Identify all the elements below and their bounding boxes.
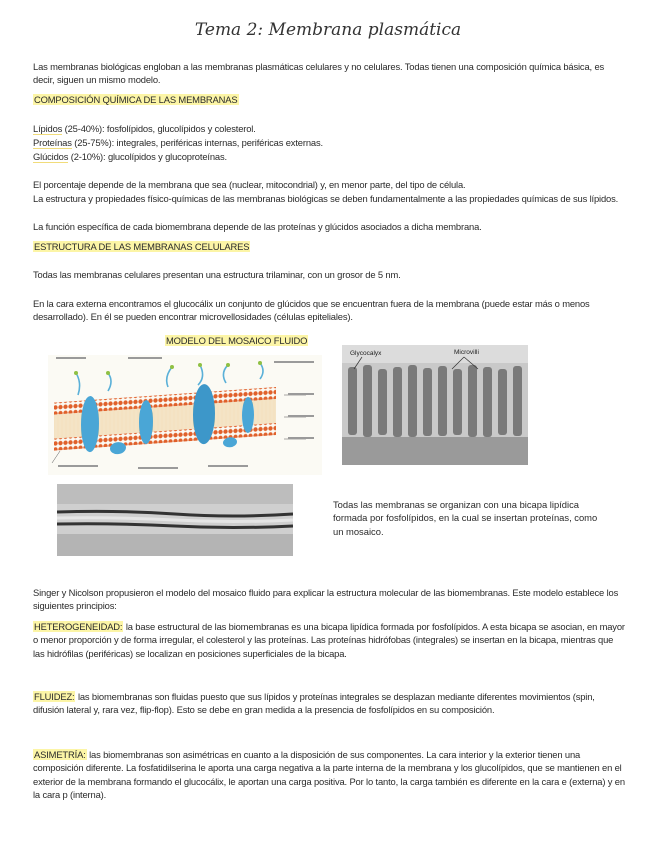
proteinas-line: [33, 136, 625, 149]
lipidos-text: (25-40%): fosfolípidos, glucolípidos y colesterol.: [62, 123, 256, 134]
glucidos-text: (2-10%): glucolípidos y glucoproteínas.: [68, 151, 227, 162]
heterogeneidad-paragraph: [33, 620, 625, 660]
section-heading-estructura: [33, 240, 625, 253]
fluid-mosaic-diagram: [48, 355, 322, 475]
proteinas-text: (25-75%): integrales, periféricas internas, periféricas externas.: [71, 137, 323, 148]
heterogeneidad-text: la base estructural de las biomembranas es una bicapa lipídica formada por fosfolípidos. A esta bicapa se asocian, en mayor o menor proporción y de forma irregular, el colesterol y las proteínas. Las proteínas hidrófobas (integrales) se insertan en la bicapa, mientras que las hidrófilas (periféricas) se localizan en posiciones superficiales de la bicapa.: [33, 621, 625, 659]
heading-text: ESTRUCTURA DE LAS MEMBRANAS CELULARES: [34, 241, 250, 252]
microvilli-micrograph: [342, 345, 528, 465]
fluid-mosaic-svg: [48, 355, 322, 475]
fluidez-text: las biomembranas son fluidas puesto que sus lípidos y proteínas integrales se desplazan mediante diferentes movimientos (spin, difusión lateral y, rara vez, flip-flop). Esto se debe en gran medida a la presencia de fosfolípidos en su composición.: [33, 691, 595, 716]
funcion-paragraph: La función específica de cada biomembrana depende de las proteínas y glúcidos asociados a dicha membrana.: [33, 221, 482, 232]
glycocalyx-label: Glycocalyx: [350, 350, 382, 357]
estructura-paragraph: La estructura y propiedades físico-químicas de las membranas biológicas se deben fundamentalmente a las propiedades químicas de sus lípidos.: [33, 193, 619, 204]
trilaminar-paragraph: Todas las membranas celulares presentan una estructura trilaminar, con un grosor de 5 nm.: [33, 269, 401, 280]
singer-paragraph: Singer y Nicolson propusieron el modelo del mosaico fluido para explicar la estructura molecular de las biomembranas. Este modelo establece los siguientes principios:: [33, 587, 619, 612]
glucidos-term: Glúcidos: [33, 151, 69, 162]
section-heading-modelo: [165, 334, 365, 347]
asimetria-text: las biomembranas son asimétricas en cuanto a la disposición de sus componentes. La cara interior y la exterior tienen una composición diferente. La fosfatidilserina le aporta una carga negativa a la parte interna de la membrana y los glucolípidos, que se mantienen en el exterior de la membrana formando el glucocálix, le aportan una carga positiva. Por lo tanto, la carga también es diferente en la cara e (externa) y en la cara p (interna).: [33, 749, 625, 800]
section-heading-composicion: [33, 93, 625, 106]
bilayer-micrograph: [57, 484, 293, 556]
intro-paragraph: Las membranas biológicas engloban a las membranas plasmáticas celulares y no celulares. Todas tienen una composición química básica, es decir, siguen un mismo modelo.: [33, 61, 605, 86]
fluidez-paragraph: [33, 690, 625, 717]
asimetria-paragraph: [33, 748, 625, 801]
glucidos-line: [33, 150, 625, 163]
microvilli-svg: [342, 345, 528, 465]
fluidez-term: FLUIDEZ:: [34, 691, 75, 702]
heading-text: MODELO DEL MOSAICO FLUIDO: [166, 335, 308, 346]
bilayer-svg: [57, 484, 293, 556]
lipidos-term: Lípidos: [33, 123, 63, 134]
porcentaje-paragraph: El porcentaje depende de la membrana que sea (nuclear, mitocondrial) y, en menor parte, del tipo de célula.: [33, 179, 466, 190]
heading-text: COMPOSICIÓN QUÍMICA DE LAS MEMBRANAS: [34, 94, 238, 105]
glucocalix-paragraph: En la cara externa encontramos el glucocálix un conjunto de glúcidos que se encuentran fuera de la membrana (puede estar más o menos desarrollado). En él se pueden encontrar microvellosidades (células epiteliales).: [33, 298, 590, 323]
proteinas-term: Proteínas: [33, 137, 72, 148]
lipidos-line: [33, 122, 625, 135]
bicapa-paragraph: Todas las membranas se organizan con una bicapa lipídica formada por fosfolípidos, en la cual se insertan proteínas, como un mosaico.: [333, 499, 598, 537]
microvilli-label: Microvilli: [454, 349, 479, 356]
heterogeneidad-term: HETEROGENEIDAD:: [34, 621, 123, 632]
page-title: Tema 2: Membrana plasmática: [194, 20, 462, 40]
asimetria-term: ASIMETRÍA:: [34, 749, 86, 760]
